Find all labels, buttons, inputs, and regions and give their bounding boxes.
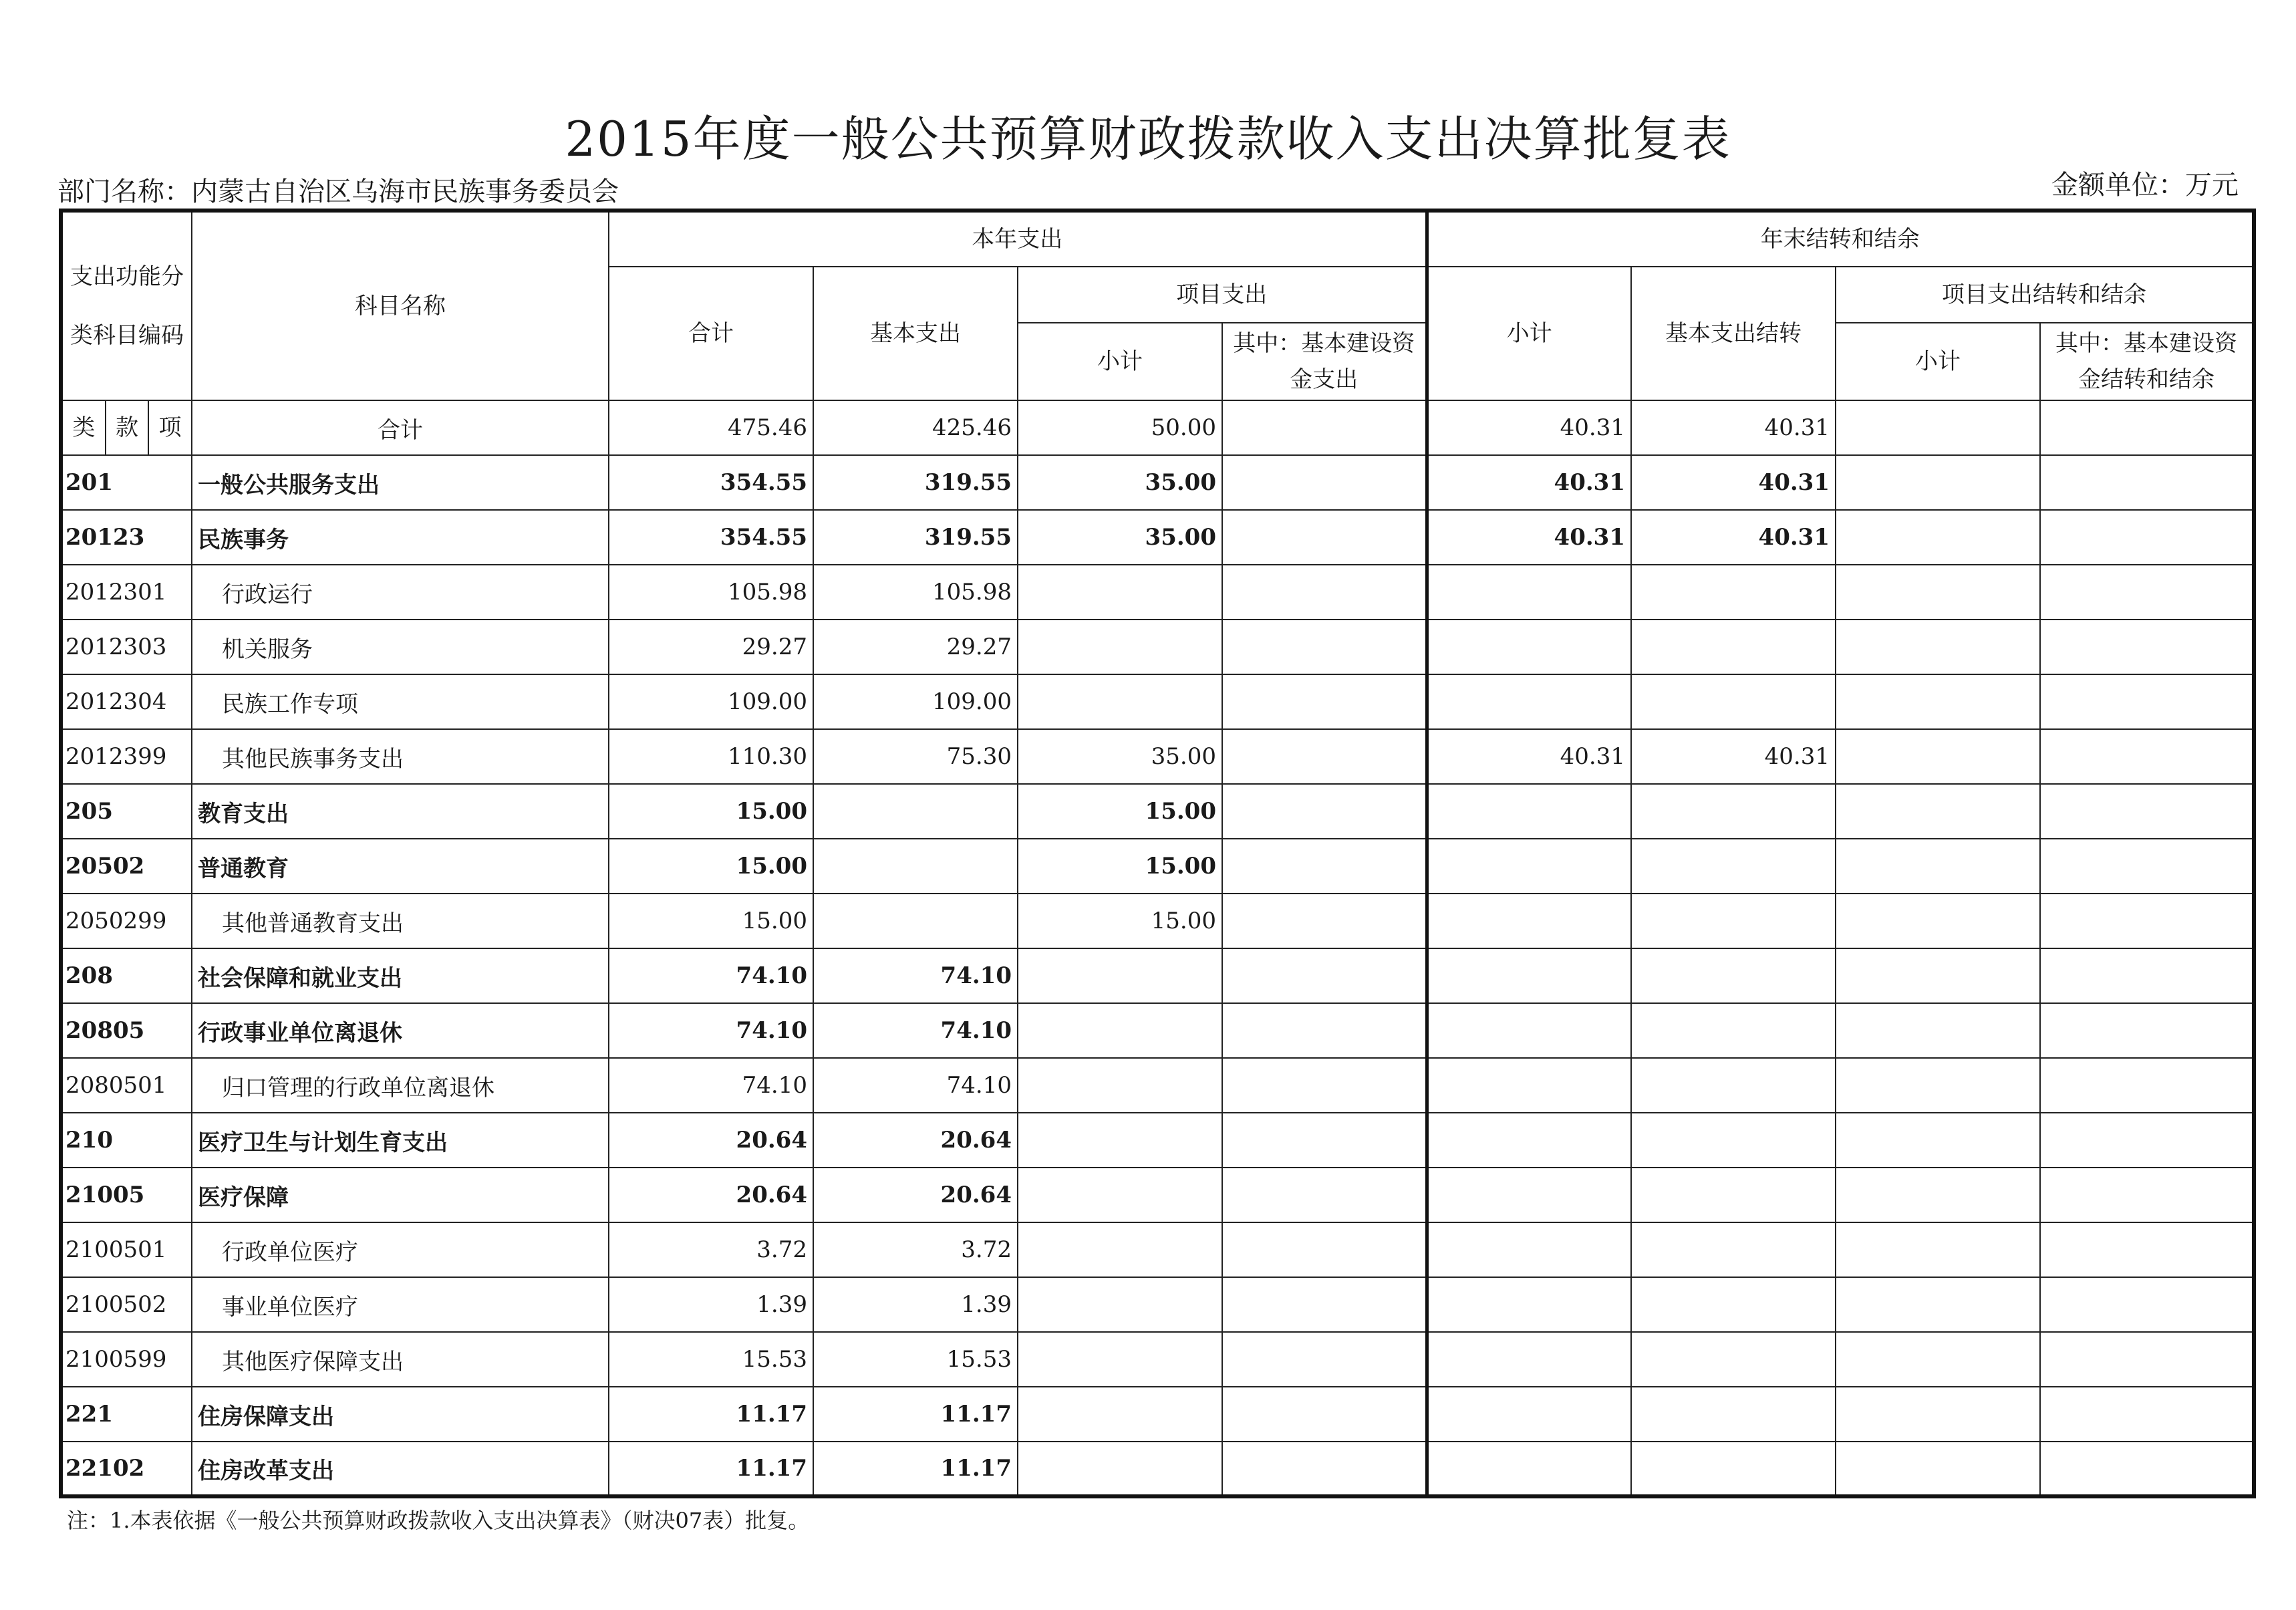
row-value: 15.53: [609, 1332, 813, 1387]
row-code: 210: [61, 1113, 192, 1168]
header-cs-basic: 基本支出结转: [1631, 267, 1836, 400]
row-value: [1836, 894, 2040, 948]
row-name: 其他普通教育支出: [192, 894, 609, 948]
table-row: [61, 948, 2254, 1003]
row-code: 208: [61, 948, 192, 1003]
row-value: 74.10: [813, 1058, 1018, 1113]
footnote: 注：1.本表依据《一般公共预算财政拨款收入支出决算表》（财决07表）批复。: [67, 1508, 810, 1533]
row-name: 行政运行: [192, 565, 609, 620]
table-row: [61, 1387, 2254, 1442]
row-code: 2012304: [61, 674, 192, 729]
row-value: [1018, 1332, 1222, 1387]
header-cs-project-subtotal: 小计: [1836, 323, 2040, 400]
row-value: [1631, 1003, 1836, 1058]
row-value: 75.30: [813, 729, 1018, 784]
row-code: 2100502: [61, 1277, 192, 1332]
row-name: 住房改革支出: [192, 1442, 609, 1496]
header-project: 项目支出: [1018, 267, 1427, 323]
row-value: 20.64: [609, 1113, 813, 1168]
row-value: [1836, 784, 2040, 839]
row-value: [2040, 1442, 2254, 1496]
row-value: [1836, 1387, 2040, 1442]
row-value: 15.53: [813, 1332, 1018, 1387]
row-value: [1018, 674, 1222, 729]
row-code: 2012399: [61, 729, 192, 784]
row-value: [1836, 948, 2040, 1003]
row-name: 一般公共服务支出: [192, 455, 609, 510]
row-code: 20123: [61, 510, 192, 565]
row-value: 109.00: [609, 674, 813, 729]
header-code-top: 支出功能分: [70, 263, 184, 290]
row-value: [1427, 784, 1631, 839]
row-value: [1222, 1113, 1427, 1168]
row-name: 其他医疗保障支出: [192, 1332, 609, 1387]
row-value: [1631, 674, 1836, 729]
row-value: [1631, 894, 1836, 948]
header-cs-project-capital: 其中：基本建设资金结转和结余: [2040, 323, 2254, 400]
row-value: [1222, 1387, 1427, 1442]
row-name: 教育支出: [192, 784, 609, 839]
row-value: 35.00: [1018, 455, 1222, 510]
row-value: [1836, 455, 2040, 510]
table-row: [61, 565, 2254, 620]
row-value: 354.55: [609, 510, 813, 565]
row-value: [1222, 1168, 1427, 1222]
table-row: [61, 1442, 2254, 1496]
row-name: 医疗卫生与计划生育支出: [192, 1113, 609, 1168]
row-value: [1836, 1222, 2040, 1277]
row-value: [1222, 1058, 1427, 1113]
row-value: [2040, 1222, 2254, 1277]
row-value: 11.17: [813, 1387, 1018, 1442]
table-row: [61, 1277, 2254, 1332]
row-value: 74.10: [609, 1003, 813, 1058]
row-value: [1836, 510, 2040, 565]
header-cs-project: 项目支出结转和结余: [1836, 267, 2254, 323]
row-value: [1222, 839, 1427, 894]
row-value: [1427, 1003, 1631, 1058]
row-value: [1631, 784, 1836, 839]
row-value: 20.64: [813, 1113, 1018, 1168]
row-value: [1222, 729, 1427, 784]
row-value: [1631, 1332, 1836, 1387]
header-basic: 基本支出: [813, 267, 1018, 400]
row-name: 行政事业单位离退休: [192, 1003, 609, 1058]
row-name: 住房保障支出: [192, 1387, 609, 1442]
row-value: [1222, 1222, 1427, 1277]
row-value: [2040, 674, 2254, 729]
header-cs-subtotal: 小计: [1427, 267, 1631, 400]
row-value: [1836, 839, 2040, 894]
header-carryover: 年末结转和结余: [1427, 211, 2254, 267]
row-value: [1427, 1168, 1631, 1222]
row-value: 40.31: [1427, 455, 1631, 510]
row-value: [1631, 1058, 1836, 1113]
row-value: [1631, 1222, 1836, 1277]
row-value: [1631, 948, 1836, 1003]
row-value: [1018, 565, 1222, 620]
row-value: [1427, 1332, 1631, 1387]
row-value: 11.17: [609, 1442, 813, 1496]
row-value: 15.00: [609, 784, 813, 839]
row-value: [1222, 1442, 1427, 1496]
row-code: 2012303: [61, 620, 192, 674]
table-row: [61, 1003, 2254, 1058]
row-value: [813, 784, 1018, 839]
row-value: [1427, 839, 1631, 894]
header-code: [61, 211, 192, 400]
row-value: [1222, 510, 1427, 565]
row-name: 社会保障和就业支出: [192, 948, 609, 1003]
row-name: 事业单位医疗: [192, 1277, 609, 1332]
row-value: [1427, 1442, 1631, 1496]
row-value: [1427, 1113, 1631, 1168]
row-value: [1631, 1277, 1836, 1332]
row-value: [1018, 1387, 1222, 1442]
row-value: [2040, 894, 2254, 948]
row-value: [1631, 1168, 1836, 1222]
table-row: [61, 1113, 2254, 1168]
row-code: 20805: [61, 1003, 192, 1058]
row-value: 20.64: [609, 1168, 813, 1222]
header-lei: 类: [63, 401, 106, 454]
budget-table: [59, 209, 2256, 1498]
row-value: 35.00: [1018, 510, 1222, 565]
row-code: 20502: [61, 839, 192, 894]
row-value: [1018, 1058, 1222, 1113]
total-cell: 40.31: [1427, 400, 1631, 455]
row-value: 105.98: [813, 565, 1018, 620]
row-value: [1836, 1058, 2040, 1113]
row-name: 行政单位医疗: [192, 1222, 609, 1277]
row-value: 105.98: [609, 565, 813, 620]
row-value: [1631, 839, 1836, 894]
row-value: 15.00: [1018, 839, 1222, 894]
row-name: 归口管理的行政单位离退休: [192, 1058, 609, 1113]
header-current-year: 本年支出: [609, 211, 1427, 267]
row-value: [1222, 894, 1427, 948]
row-value: 319.55: [813, 455, 1018, 510]
row-value: 40.31: [1631, 510, 1836, 565]
row-value: [1836, 565, 2040, 620]
row-code: 2100599: [61, 1332, 192, 1387]
row-value: [2040, 565, 2254, 620]
row-value: 40.31: [1427, 729, 1631, 784]
header-project-subtotal: 小计: [1018, 323, 1222, 400]
table-row: [61, 620, 2254, 674]
row-value: 74.10: [609, 948, 813, 1003]
table-row: [61, 729, 2254, 784]
header-total: 合计: [609, 267, 813, 400]
total-cell: [1836, 400, 2040, 455]
row-value: [1836, 1168, 2040, 1222]
row-value: [1836, 1003, 2040, 1058]
table-row-total: [61, 400, 2254, 455]
row-value: 29.27: [813, 620, 1018, 674]
row-value: [1631, 1442, 1836, 1496]
row-value: 15.00: [609, 839, 813, 894]
row-code: 21005: [61, 1168, 192, 1222]
row-value: [1631, 565, 1836, 620]
row-value: [1222, 948, 1427, 1003]
row-value: [1427, 1277, 1631, 1332]
row-value: [1427, 620, 1631, 674]
row-value: 15.00: [1018, 784, 1222, 839]
table-row: [61, 784, 2254, 839]
row-code: 2100501: [61, 1222, 192, 1277]
code-subheader: [61, 400, 192, 455]
row-value: [813, 894, 1018, 948]
row-value: [2040, 1332, 2254, 1387]
row-value: [1427, 948, 1631, 1003]
row-value: [1836, 674, 2040, 729]
row-value: 1.39: [609, 1277, 813, 1332]
row-code: 221: [61, 1387, 192, 1442]
row-value: [1836, 1442, 2040, 1496]
row-value: 74.10: [609, 1058, 813, 1113]
total-cell: 475.46: [609, 400, 813, 455]
row-value: 40.31: [1631, 729, 1836, 784]
row-value: [1222, 565, 1427, 620]
row-value: [1018, 1222, 1222, 1277]
row-value: [1631, 1387, 1836, 1442]
row-value: [1018, 620, 1222, 674]
row-value: [2040, 1113, 2254, 1168]
row-value: [1222, 1332, 1427, 1387]
table-row: [61, 510, 2254, 565]
row-value: [2040, 1058, 2254, 1113]
row-value: [1018, 1442, 1222, 1496]
row-code: 2080501: [61, 1058, 192, 1113]
table-row: [61, 1058, 2254, 1113]
row-value: [1427, 894, 1631, 948]
row-value: [2040, 1277, 2254, 1332]
row-value: 1.39: [813, 1277, 1018, 1332]
row-value: [1836, 1277, 2040, 1332]
row-value: [1222, 674, 1427, 729]
row-name: 民族工作专项: [192, 674, 609, 729]
row-value: [2040, 1387, 2254, 1442]
row-value: [1427, 1058, 1631, 1113]
total-cell: 40.31: [1631, 400, 1836, 455]
unit-label: 金额单位：万元: [2051, 170, 2239, 200]
total-cell: 50.00: [1018, 400, 1222, 455]
row-code: 22102: [61, 1442, 192, 1496]
row-value: 3.72: [609, 1222, 813, 1277]
row-value: [1018, 948, 1222, 1003]
row-value: 11.17: [609, 1387, 813, 1442]
row-code: 2012301: [61, 565, 192, 620]
row-value: 29.27: [609, 620, 813, 674]
row-value: [1836, 729, 2040, 784]
row-value: [2040, 620, 2254, 674]
row-value: [2040, 948, 2254, 1003]
row-code: 201: [61, 455, 192, 510]
table-row: [61, 839, 2254, 894]
total-cell: [1222, 400, 1427, 455]
row-value: 15.00: [1018, 894, 1222, 948]
row-value: [1018, 1113, 1222, 1168]
row-name: 其他民族事务支出: [192, 729, 609, 784]
table-row: [61, 1332, 2254, 1387]
department-label: 部门名称：内蒙古自治区乌海市民族事务委员会: [57, 176, 619, 207]
row-value: [2040, 839, 2254, 894]
row-value: [1222, 620, 1427, 674]
row-value: [2040, 455, 2254, 510]
header-kuan: 款: [106, 401, 150, 454]
row-value: [2040, 1003, 2254, 1058]
total-label: 合计: [192, 400, 609, 455]
row-value: 3.72: [813, 1222, 1018, 1277]
row-value: [1836, 1332, 2040, 1387]
row-value: [1222, 1003, 1427, 1058]
table-body: [61, 400, 2254, 1496]
row-name: 机关服务: [192, 620, 609, 674]
row-value: [1018, 1277, 1222, 1332]
row-value: [2040, 1168, 2254, 1222]
page-title: 2015年度一般公共预算财政拨款收入支出决算批复表: [565, 111, 1731, 167]
row-value: 20.64: [813, 1168, 1018, 1222]
row-name: 普通教育: [192, 839, 609, 894]
table-row: [61, 1168, 2254, 1222]
row-value: 110.30: [609, 729, 813, 784]
table-row: [61, 894, 2254, 948]
row-value: [1427, 565, 1631, 620]
row-value: [1631, 620, 1836, 674]
row-value: 40.31: [1631, 455, 1836, 510]
row-value: 319.55: [813, 510, 1018, 565]
row-value: [1018, 1168, 1222, 1222]
row-code: 205: [61, 784, 192, 839]
row-value: [1427, 1387, 1631, 1442]
row-name: 医疗保障: [192, 1168, 609, 1222]
table-header: [61, 211, 2254, 400]
row-value: [2040, 729, 2254, 784]
row-value: [1427, 674, 1631, 729]
row-value: 11.17: [813, 1442, 1018, 1496]
row-value: [1018, 1003, 1222, 1058]
row-value: [1222, 1277, 1427, 1332]
row-value: [1222, 455, 1427, 510]
header-project-capital: 其中：基本建设资金支出: [1222, 323, 1427, 400]
row-code: 2050299: [61, 894, 192, 948]
header-code-bottom: 类科目编码: [70, 322, 184, 349]
row-value: 74.10: [813, 1003, 1018, 1058]
total-cell: [2040, 400, 2254, 455]
header-subject: 科目名称: [192, 211, 609, 400]
row-value: [1836, 1113, 2040, 1168]
row-value: 15.00: [609, 894, 813, 948]
row-value: [2040, 784, 2254, 839]
row-value: 354.55: [609, 455, 813, 510]
table-row: [61, 674, 2254, 729]
row-value: 109.00: [813, 674, 1018, 729]
total-cell: 425.46: [813, 400, 1018, 455]
row-value: 35.00: [1018, 729, 1222, 784]
table-row: [61, 455, 2254, 510]
row-name: 民族事务: [192, 510, 609, 565]
row-value: [1836, 620, 2040, 674]
row-value: [813, 839, 1018, 894]
row-value: [2040, 510, 2254, 565]
row-value: [1631, 1113, 1836, 1168]
table-row: [61, 1222, 2254, 1277]
header-xiang: 项: [158, 414, 182, 441]
row-value: [1222, 784, 1427, 839]
row-value: 74.10: [813, 948, 1018, 1003]
row-value: 40.31: [1427, 510, 1631, 565]
row-value: [1427, 1222, 1631, 1277]
